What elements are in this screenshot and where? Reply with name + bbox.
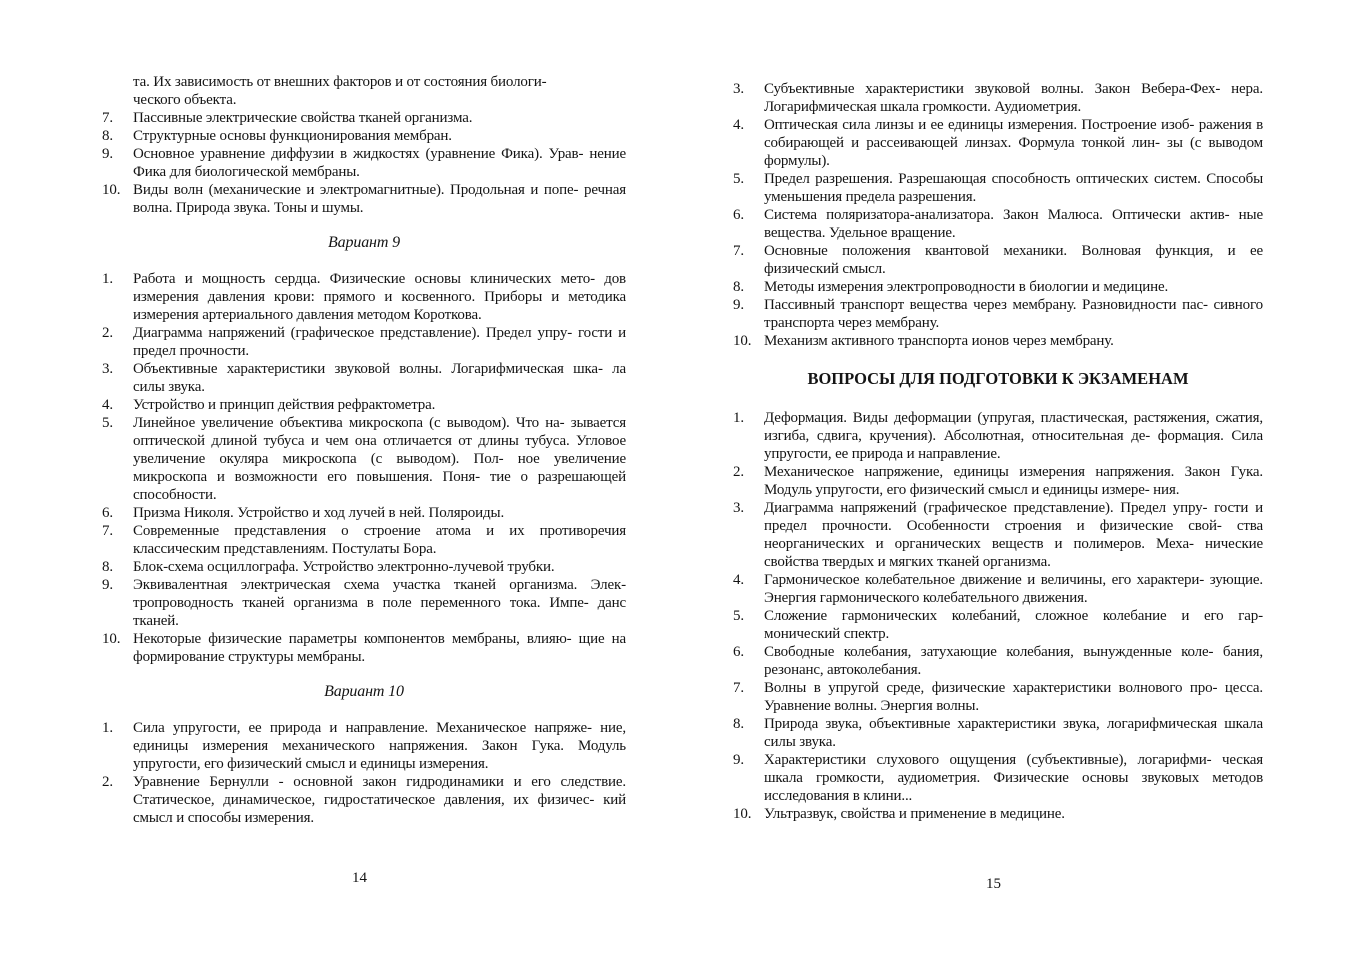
- list-item: [733, 278, 1263, 296]
- item-number: 9.: [733, 752, 744, 768]
- variant-9-list: [102, 270, 626, 666]
- item-text: Виды волн (механические и электромагнитные). Продольная и попе- речная волна. Природа звука. Тоны и шумы.: [133, 182, 626, 216]
- list-item: [733, 679, 1263, 715]
- item-text: Устройство и принцип действия рефрактометра.: [133, 397, 436, 413]
- list-item: [733, 116, 1263, 170]
- variant-9-heading: Вариант 9: [328, 234, 400, 251]
- item-number: 7.: [102, 523, 113, 539]
- item-number: 9.: [102, 577, 113, 593]
- item-number: 10.: [733, 806, 752, 822]
- item-number: 8.: [733, 279, 744, 295]
- item-text: Объективные характеристики звуковой волны. Логарифмическая шка- ла силы звука.: [133, 361, 626, 395]
- item-number: 7.: [102, 110, 113, 126]
- item-text: Линейное увеличение объектива микроскопа (с выводом). Что на- зывается оптической длиной тубуса и чем она отличается от длины тубуса. Угловое увеличение окуляра микроскопа (с выводом). Пол- ное увеличение микроскопа и возможности его повышения. Поня- тие о разрешающей способности.: [133, 415, 626, 503]
- item-text: Пассивные электрические свойства тканей организма.: [133, 110, 473, 126]
- item-text: Современные представления о строение атома и их противоречия классическим представлениям. Постулаты Бора.: [133, 523, 626, 557]
- item-number: 2.: [102, 774, 113, 790]
- list-item: [733, 242, 1263, 278]
- list-item: [102, 558, 626, 576]
- item-text: Гармоническое колебательное движение и величины, его характери- зующие. Энергия гармонического колебательного движения.: [764, 572, 1263, 606]
- list-item: [733, 571, 1263, 607]
- list-item: [733, 499, 1263, 571]
- list-item: [102, 181, 626, 217]
- list-item: [733, 206, 1263, 242]
- item-text: Природа звука, объективные характеристики звука, логарифмическая шкала силы звука.: [764, 716, 1263, 750]
- item-number: 3.: [733, 500, 744, 516]
- item-text: Блок-схема осциллографа. Устройство электронно-лучевой трубки.: [133, 559, 555, 575]
- item-number: 8.: [733, 716, 744, 732]
- item-number: 4.: [733, 572, 744, 588]
- item-text: Сила упругости, ее природа и направление. Механическое напряже- ние, единицы измерения механического напряжения. Закон Гука. Модуль упругости, его физический смысл и единицы измерения.: [133, 720, 626, 772]
- item-number: 8.: [102, 559, 113, 575]
- list-item: [733, 643, 1263, 679]
- item-number: 6.: [733, 644, 744, 660]
- list-item: [733, 170, 1263, 206]
- item-number: 5.: [733, 608, 744, 624]
- right-page-text: [733, 80, 1263, 823]
- page-number: 14: [352, 870, 367, 886]
- item-number: 3.: [102, 361, 113, 377]
- item-number: 10.: [102, 182, 121, 198]
- list-item: [733, 715, 1263, 751]
- list-item: [733, 607, 1263, 643]
- list-item: [102, 522, 626, 558]
- list-item: [102, 504, 626, 522]
- item-text: Призма Николя. Устройство и ход лучей в ней. Поляроиды.: [133, 505, 505, 521]
- intro-text: [102, 73, 626, 109]
- list-item: [733, 80, 1263, 116]
- item-text: Структурные основы функционирования мембран.: [133, 128, 452, 144]
- list-item: [733, 805, 1263, 823]
- item-number: 4.: [733, 117, 744, 133]
- item-text: Некоторые физические параметры компонентов мембраны, влияю- щие на формирование структуры мембраны.: [133, 631, 626, 665]
- item-text: Предел разрешения. Разрешающая способность оптических систем. Способы уменьшения предела разрешения.: [764, 171, 1263, 205]
- item-text: Система поляризатора-анализатора. Закон Малюса. Оптически актив- ные вещества. Удельное вращение.: [764, 207, 1263, 241]
- item-number: 10.: [102, 631, 121, 647]
- exam-questions-list: [733, 409, 1263, 823]
- list-item: [102, 719, 626, 773]
- variant-10-list: [102, 719, 626, 827]
- item-text: Субъективные характеристики звуковой волны. Закон Вебера-Фех- нера. Логарифмическая шкала громкости. Аудиометрия.: [764, 81, 1263, 115]
- left-page-text: [102, 73, 626, 827]
- item-number: 7.: [733, 680, 744, 696]
- item-text: Основное уравнение диффузии в жидкостях (уравнение Фика). Урав- нение Фика для биологической мембраны.: [133, 146, 626, 180]
- item-text: Основные положения квантовой механики. Волновая функция, и ее физический смысл.: [764, 243, 1263, 277]
- item-text: Свободные колебания, затухающие колебания, вынужденные коле- бания, резонанс, автоколебания.: [764, 644, 1263, 678]
- item-text: Ультразвук, свойства и применение в медицине.: [764, 806, 1065, 822]
- item-text: Диаграмма напряжений (графическое представление). Предел упру- гости и предел прочности. Особенности строения и физические свой- ства неорганических и органических веществ и полимеров. Меха- нические свойства твердых и мягких тканей организма.: [764, 500, 1263, 570]
- list-item: [102, 109, 626, 127]
- variant-10-heading: Вариант 10: [324, 683, 404, 700]
- list-item: [102, 773, 626, 827]
- item-text: Механическое напряжение, единицы измерения напряжения. Закон Гука. Модуль упругости, его физический смысл и единицы измере- ния.: [764, 464, 1263, 498]
- list-item: [733, 463, 1263, 499]
- right-page: [675, 0, 1350, 974]
- list-item: [733, 296, 1263, 332]
- left-top-list: [102, 109, 626, 217]
- item-number: 8.: [102, 128, 113, 144]
- item-text: Оптическая сила линзы и ее единицы измерения. Построение изоб- ражения в собирающей и рассеивающей линзах. Формула тонкой лин- зы (с выводом формулы).: [764, 117, 1263, 169]
- item-number: 1.: [102, 720, 113, 736]
- item-text: Сложение гармонических колебаний, сложное колебание и его гар- монический спектр.: [764, 608, 1263, 642]
- intro-line: ческого объекта.: [133, 92, 237, 108]
- item-text: Характеристики слухового ощущения (субъективные), логарифми- ческая шкала громкости, аудиометрия. Физические основы звуковых методов исследования в клини...: [764, 752, 1263, 804]
- list-item: [733, 409, 1263, 463]
- list-item: [102, 324, 626, 360]
- list-item: [102, 270, 626, 324]
- list-item: [733, 332, 1263, 350]
- item-number: 6.: [733, 207, 744, 223]
- list-item: [102, 127, 626, 145]
- list-item: [102, 145, 626, 181]
- list-item: [102, 360, 626, 396]
- item-text: Пассивный транспорт вещества через мембрану. Разновидности пас- сивного транспорта через мембрану.: [764, 297, 1263, 331]
- item-text: Эквивалентная электрическая схема участка тканей организма. Элек- тропроводность тканей организма в поле переменного тока. Импе- данс тканей.: [133, 577, 626, 629]
- item-text: Волны в упругой среде, физические характеристики волнового про- цесса. Уравнение волны. Энергия волны.: [764, 680, 1263, 714]
- item-number: 2.: [102, 325, 113, 341]
- item-number: 1.: [102, 271, 113, 287]
- list-item: [102, 396, 626, 414]
- item-number: 6.: [102, 505, 113, 521]
- item-number: 9.: [102, 146, 113, 162]
- list-item: [733, 751, 1263, 805]
- list-item: [102, 576, 626, 630]
- item-text: Механизм активного транспорта ионов через мембрану.: [764, 333, 1114, 349]
- item-text: Работа и мощность сердца. Физические основы клинических мето- дов измерения давления крови: прямого и косвенного. Приборы и методика измерения артериального давления методом Короткова.: [133, 271, 626, 323]
- item-text: Методы измерения электропроводности в биологии и медицине.: [764, 279, 1169, 295]
- item-number: 9.: [733, 297, 744, 313]
- exam-questions-heading: ВОПРОСЫ ДЛЯ ПОДГОТОВКИ К ЭКЗАМЕНАМ: [807, 369, 1189, 388]
- item-text: Деформация. Виды деформации (упругая, пластическая, растяжения, сжатия, изгиба, сдвига, кручения). Абсолютная, относительная де- формация. Сила упругости, ее природа и направление.: [764, 410, 1263, 462]
- list-item: [102, 630, 626, 666]
- item-number: 4.: [102, 397, 113, 413]
- item-number: 7.: [733, 243, 744, 259]
- intro-line: та. Их зависимость от внешних факторов и от состояния биологи-: [133, 74, 547, 90]
- item-number: 10.: [733, 333, 752, 349]
- item-text: Уравнение Бернулли - основной закон гидродинамики и его следствие. Статическое, динамическое, гидростатическое давления, их физичес- кий смысл и способы измерения.: [133, 774, 626, 826]
- item-number: 3.: [733, 81, 744, 97]
- item-number: 1.: [733, 410, 744, 426]
- item-number: 5.: [102, 415, 113, 431]
- right-top-list: [733, 80, 1263, 350]
- item-number: 5.: [733, 171, 744, 187]
- page-number: 15: [986, 876, 1001, 892]
- item-text: Диаграмма напряжений (графическое представление). Предел упру- гости и предел прочности.: [133, 325, 626, 359]
- list-item: [102, 414, 626, 504]
- item-number: 2.: [733, 464, 744, 480]
